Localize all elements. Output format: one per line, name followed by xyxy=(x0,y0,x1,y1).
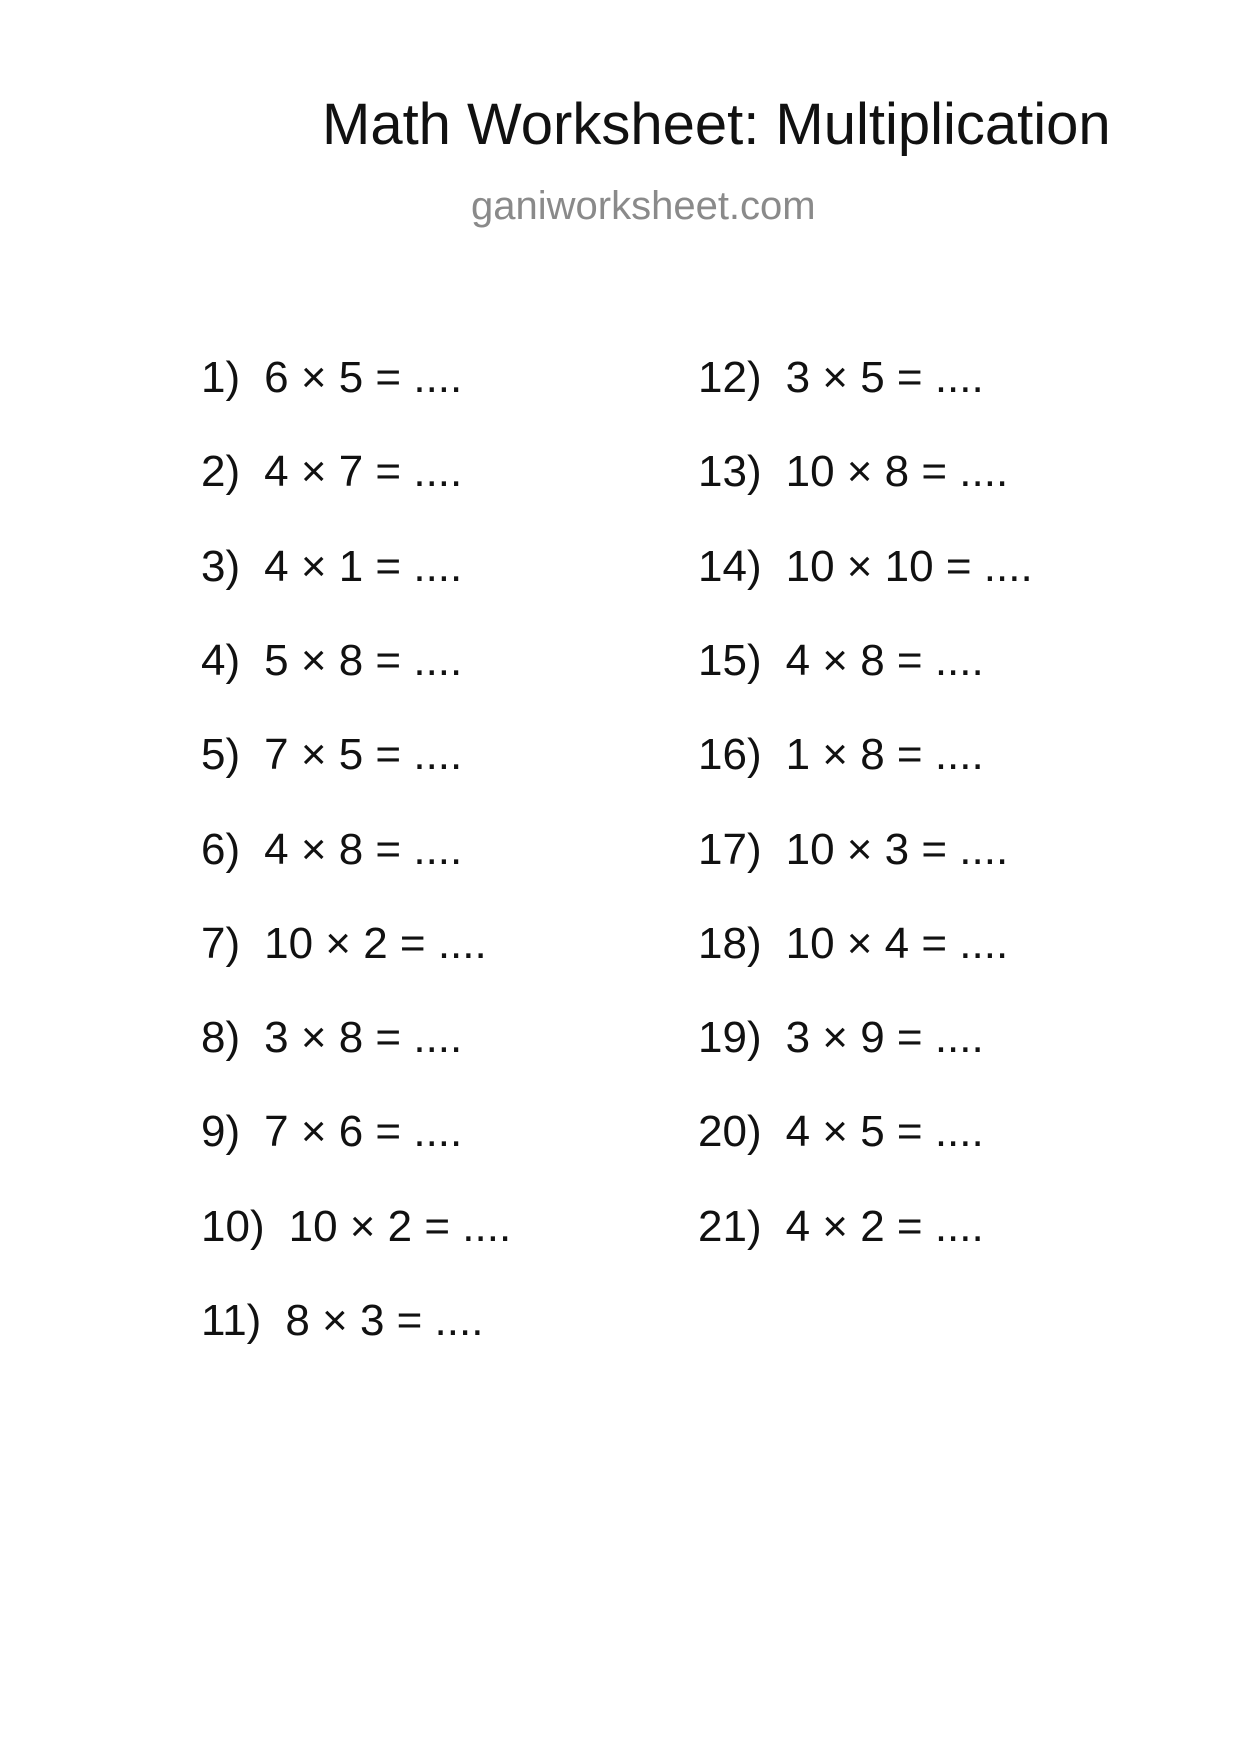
problem-expression: 8 × 3 = .... xyxy=(285,1296,484,1345)
problem-item xyxy=(698,730,984,779)
problem-number: 13) xyxy=(698,447,762,496)
problem-item xyxy=(698,1013,984,1062)
problem-number: 21) xyxy=(698,1202,762,1251)
problem-number: 9) xyxy=(201,1107,241,1156)
worksheet-title: Math Worksheet: Multiplication xyxy=(322,92,1111,157)
problem-number: 11) xyxy=(201,1296,262,1345)
problem-expression: 4 × 5 = .... xyxy=(785,1107,984,1156)
problem-number: 16) xyxy=(698,730,762,779)
problem-number: 2) xyxy=(201,447,241,496)
problem-item xyxy=(201,542,463,591)
problem-expression: 10 × 8 = .... xyxy=(785,447,1009,496)
problem-expression: 10 × 10 = .... xyxy=(785,542,1033,591)
problem-expression: 6 × 5 = .... xyxy=(264,353,463,402)
problem-item xyxy=(201,730,463,779)
problem-number: 3) xyxy=(201,542,241,591)
problem-expression: 10 × 3 = .... xyxy=(785,825,1009,874)
problem-item xyxy=(201,636,463,685)
problem-item xyxy=(201,353,463,402)
problem-number: 19) xyxy=(698,1013,762,1062)
problem-item xyxy=(201,1202,512,1251)
problem-expression: 4 × 7 = .... xyxy=(264,447,463,496)
problem-expression: 3 × 9 = .... xyxy=(785,1013,984,1062)
problem-expression: 4 × 8 = .... xyxy=(264,825,463,874)
problem-number: 5) xyxy=(201,730,241,779)
problem-item xyxy=(698,919,1009,968)
problem-item xyxy=(698,447,1009,496)
problem-item xyxy=(698,1107,984,1156)
problem-item xyxy=(201,1013,463,1062)
problem-expression: 7 × 5 = .... xyxy=(264,730,463,779)
problem-number: 15) xyxy=(698,636,762,685)
problem-expression: 7 × 6 = .... xyxy=(264,1107,463,1156)
problem-number: 8) xyxy=(201,1013,241,1062)
problem-expression: 4 × 8 = .... xyxy=(785,636,984,685)
problem-expression: 4 × 1 = .... xyxy=(264,542,463,591)
problem-expression: 3 × 5 = .... xyxy=(785,353,984,402)
problem-number: 18) xyxy=(698,919,762,968)
problem-item xyxy=(201,825,463,874)
problem-item xyxy=(698,825,1009,874)
problem-number: 10) xyxy=(201,1202,265,1251)
problem-number: 12) xyxy=(698,353,762,402)
problem-number: 4) xyxy=(201,636,241,685)
problem-expression: 3 × 8 = .... xyxy=(264,1013,463,1062)
problem-item xyxy=(698,1202,984,1251)
problem-expression: 5 × 8 = .... xyxy=(264,636,463,685)
problem-number: 6) xyxy=(201,825,241,874)
problem-expression: 1 × 8 = .... xyxy=(785,730,984,779)
problem-expression: 10 × 2 = .... xyxy=(264,919,487,968)
problem-number: 17) xyxy=(698,825,762,874)
problem-item xyxy=(201,1296,484,1345)
problem-item xyxy=(201,447,463,496)
problem-item xyxy=(201,919,487,968)
problem-item xyxy=(698,542,1033,591)
problem-number: 20) xyxy=(698,1107,762,1156)
problem-expression: 4 × 2 = .... xyxy=(785,1202,984,1251)
problem-expression: 10 × 4 = .... xyxy=(785,919,1009,968)
website-name: ganiworksheet.com xyxy=(471,184,816,228)
problem-number: 7) xyxy=(201,919,241,968)
problem-item xyxy=(698,353,984,402)
problem-item xyxy=(201,1107,463,1156)
problem-expression: 10 × 2 = .... xyxy=(288,1202,512,1251)
problem-number: 14) xyxy=(698,542,762,591)
problem-item xyxy=(698,636,984,685)
problem-number: 1) xyxy=(201,353,241,402)
